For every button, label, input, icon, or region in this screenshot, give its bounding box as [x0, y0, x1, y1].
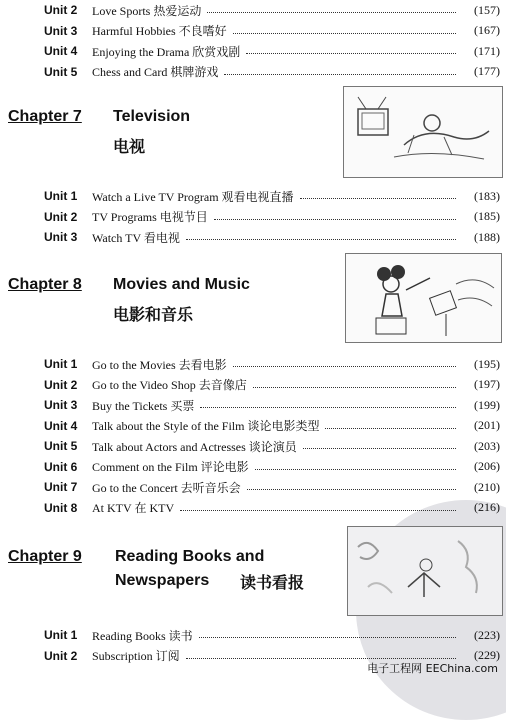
page-number: (197): [474, 377, 500, 391]
dot-leader: [325, 428, 456, 429]
toc-entry: [0, 0, 506, 20]
dot-leader: [253, 387, 456, 388]
page-number: (210): [474, 479, 500, 494]
toc-entry: [0, 477, 506, 497]
unit-number: Unit 3: [44, 230, 78, 244]
unit-number: Unit 2: [44, 648, 78, 663]
dot-leader: [255, 469, 456, 470]
page-number: (216): [474, 500, 500, 514]
dot-leader: [186, 658, 456, 659]
unit-number: Unit 4: [44, 44, 78, 58]
unit-number: Unit 2: [44, 377, 78, 392]
dot-leader: [186, 239, 456, 240]
unit-title: Love Sports 热爱运动: [92, 3, 202, 18]
toc-entry: [0, 207, 506, 227]
toc-entry: [0, 41, 506, 61]
unit-number: Unit 1: [44, 357, 78, 371]
unit-title: Reading Books 读书: [92, 628, 193, 643]
chapter-title-zh: 电视: [113, 137, 146, 156]
chapter-label: Chapter 8: [8, 276, 82, 293]
unit-title: Talk about the Style of the Film 谈论电影类型: [92, 419, 320, 433]
chapter-label: Chapter 7: [8, 108, 82, 125]
toc-entry: [0, 498, 506, 518]
chapter-title-en-line2: Newspapers: [115, 572, 210, 589]
unit-number: Unit 6: [44, 459, 78, 474]
dot-leader: [180, 510, 456, 511]
unit-title: Go to the Movies 去看电影: [92, 357, 227, 372]
chapter-8-illustration: [345, 253, 502, 343]
footer-watermark: 电子工程网 EEChina.com: [367, 662, 498, 675]
chapter-7-heading: [0, 108, 340, 158]
dot-leader: [200, 407, 456, 408]
dot-leader: [300, 198, 456, 199]
unit-title: Harmful Hobbies 不良嗜好: [92, 24, 227, 38]
toc-entry: [0, 375, 506, 395]
chapter-title-en: Television: [113, 108, 191, 125]
page-number: (157): [474, 2, 500, 17]
page-number: (223): [474, 627, 500, 642]
unit-number: Unit 5: [44, 64, 78, 79]
tv-illustration: [344, 87, 502, 177]
dot-leader: [246, 53, 456, 54]
toc-entry: [0, 436, 506, 456]
unit-number: Unit 1: [44, 189, 78, 203]
chapter-7-illustration: [343, 86, 503, 178]
dot-leader: [233, 366, 456, 367]
unit-title: Watch TV 看电视: [92, 230, 180, 245]
unit-number: Unit 3: [44, 398, 78, 412]
toc-entry: [0, 354, 506, 374]
unit-number: Unit 7: [44, 480, 78, 494]
dot-leader: [233, 33, 456, 34]
unit-title: Enjoying the Drama 欣赏戏剧: [92, 44, 241, 59]
page-number: (201): [474, 418, 500, 432]
page-number: (195): [474, 356, 500, 371]
unit-number: Unit 1: [44, 628, 78, 642]
chapter-title-en: Reading Books and: [115, 548, 265, 565]
unit-title: Comment on the Film 评论电影: [92, 460, 249, 474]
unit-number: Unit 4: [44, 418, 78, 433]
unit-title: Talk about Actors and Actresses 谈论演员: [92, 439, 297, 454]
toc-entry: [0, 457, 506, 477]
unit-number: Unit 3: [44, 23, 78, 38]
page-number: (199): [474, 397, 500, 412]
chapter-9-illustration: [347, 526, 503, 616]
toc-entry: [0, 186, 506, 206]
page-number: (206): [474, 459, 500, 473]
page-number: (167): [474, 23, 500, 37]
page-number: (177): [474, 64, 500, 78]
page-number: (229): [474, 648, 500, 662]
page-number: (188): [474, 229, 500, 244]
dot-leader: [303, 448, 456, 449]
unit-title: At KTV 在 KTV: [92, 501, 175, 515]
toc-entry: [0, 227, 506, 247]
chapter-9-heading: [0, 548, 340, 598]
chapter-title-zh: 读书看报: [240, 573, 305, 592]
toc-entry: [0, 62, 506, 82]
toc-entry: [0, 416, 506, 436]
dot-leader: [199, 637, 456, 638]
page-number: (171): [474, 43, 500, 58]
toc-entry: [0, 395, 506, 415]
unit-title: Chess and Card 棋牌游戏: [92, 65, 219, 79]
reading-illustration: [348, 527, 502, 615]
toc-entry: [0, 21, 506, 41]
chapter-title-zh: 电影和音乐: [113, 305, 194, 324]
dot-leader: [224, 74, 456, 75]
music-illustration: [346, 254, 501, 342]
chapter-label: Chapter 9: [8, 548, 82, 565]
unit-number: Unit 2: [44, 209, 78, 224]
page-number: (183): [474, 188, 500, 203]
unit-title: Go to the Video Shop 去音像店: [92, 378, 247, 392]
unit-number: Unit 5: [44, 439, 78, 453]
unit-title: Subscription 订阅: [92, 649, 180, 663]
chapter-8-heading: [0, 276, 340, 326]
unit-number: Unit 2: [44, 3, 78, 17]
dot-leader: [247, 489, 456, 490]
toc-entry: [0, 625, 506, 645]
unit-title: Go to the Concert 去听音乐会: [92, 480, 241, 495]
page-number: (203): [474, 438, 500, 453]
unit-title: Watch a Live TV Program 观看电视直播: [92, 189, 294, 204]
dot-leader: [207, 12, 456, 13]
unit-number: Unit 8: [44, 500, 78, 515]
page-number: (185): [474, 209, 500, 223]
unit-title: Buy the Tickets 买票: [92, 398, 195, 413]
chapter-title-en: Movies and Music: [113, 276, 250, 293]
unit-title: TV Programs 电视节目: [92, 210, 208, 224]
dot-leader: [214, 219, 456, 220]
